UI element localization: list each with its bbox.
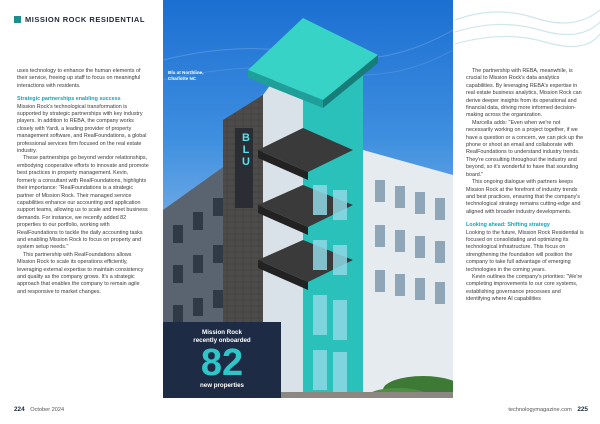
building-sign: BLU xyxy=(240,132,252,168)
caption-line: Charlotte NC xyxy=(168,75,197,81)
paragraph: The partnership with REBA, meanwhile, is crucial to Mission Rock's data analytics capabilities. By leveraging REBA's expertise in real estate business analytics, Mission Rock can derive deeper insights from its operational and financial data, driving more informed decision-making across the organization. xyxy=(466,68,582,119)
paragraph: This ongoing dialogue with partners keeps Mission Rock at the forefront of industry trends and best practices, ensuring that the company's technological strategy remains cutting-edge and aligned with broader industry developments. xyxy=(466,179,581,215)
decorative-wave xyxy=(455,0,600,60)
header-marker xyxy=(14,16,21,23)
left-text-column xyxy=(17,68,149,296)
paragraph: uses technology to enhance the human elements of their service, freeing up staff to focus on meaningful interactions with residents. xyxy=(17,68,141,89)
site-url: technologymagazine.com xyxy=(508,407,572,413)
subheading: Looking ahead: Shifting strategy xyxy=(466,222,550,229)
stat-label: new properties xyxy=(199,382,244,390)
paragraph: Kevin outlines the company's priorities: "We're completing improvements to our core systems, establishing governance processes and identifying where AI capabilities xyxy=(466,273,583,303)
paragraph: Mission Rock's technological transformation is supported by strategic partnerships with key industry players. In addition to REBA, the company works closely with Yardi, a leading provider of property management software, and RealFoundations, a global professional services firm focused on the real estate industry. xyxy=(17,103,147,155)
stat-number: 82 xyxy=(200,342,244,385)
subheading: Strategic partnerships enabling success xyxy=(17,96,121,103)
stat-callout xyxy=(163,322,281,398)
paragraph: Marcella adds: "Even when we're not necessarily working on a project together, if we have a question or a concern, we can pick up the phone or shoot an email and collaborate with RealFoundations to understand industry trends. They're consulting throughout the industry and beyond, so it's wonderful to have that sounding board." xyxy=(466,119,584,178)
issue-date: October 2024 xyxy=(30,407,65,413)
stat-label-line: Mission Rock xyxy=(202,329,242,336)
paragraph: This partnership with RealFoundations allows Mission Rock to scale its operations efficiently, leveraging external expertise to maintain consistency and quality as the company grows. It's a strategic approach that enables the company to remain agile and responsive to market changes. xyxy=(17,251,144,295)
section-header xyxy=(0,12,180,26)
caption-line: Blu at Northline, xyxy=(168,70,204,75)
footer-right xyxy=(508,406,588,413)
stat-label-line: recently onboarded xyxy=(193,336,251,344)
page-number: 225 xyxy=(577,406,588,413)
paragraph: Looking to the future, Mission Rock Residential is focused on consolidating and optimizing its technological infrastructure. This focus on strengthening the foundation will position the company to take full advantage of emerging technologies in the coming years. xyxy=(466,229,584,273)
paragraph: These partnerships go beyond vendor relationships, embodying cooperative efforts to innovate and promote best practices in property management. Kevin, formerly a consultant with RealFoundations, highlights their importance: "RealFoundations is a strategic partner of Mission Rock. Their managed service capabilities enhance our accounting and application support teams, allowing us to scale and meet business demands. For instance, we recently added 82 properties to our portfolio, working with RealFoundations to tackle the daily accounting tasks and enabling Mission Rock to focus on property and system setup needs." xyxy=(17,155,149,251)
right-text-column xyxy=(466,68,586,304)
footer-left xyxy=(14,406,68,413)
page-number: 224 xyxy=(14,406,25,413)
photo-caption xyxy=(168,70,228,81)
header-title: MISSION ROCK RESIDENTIAL xyxy=(25,14,145,24)
